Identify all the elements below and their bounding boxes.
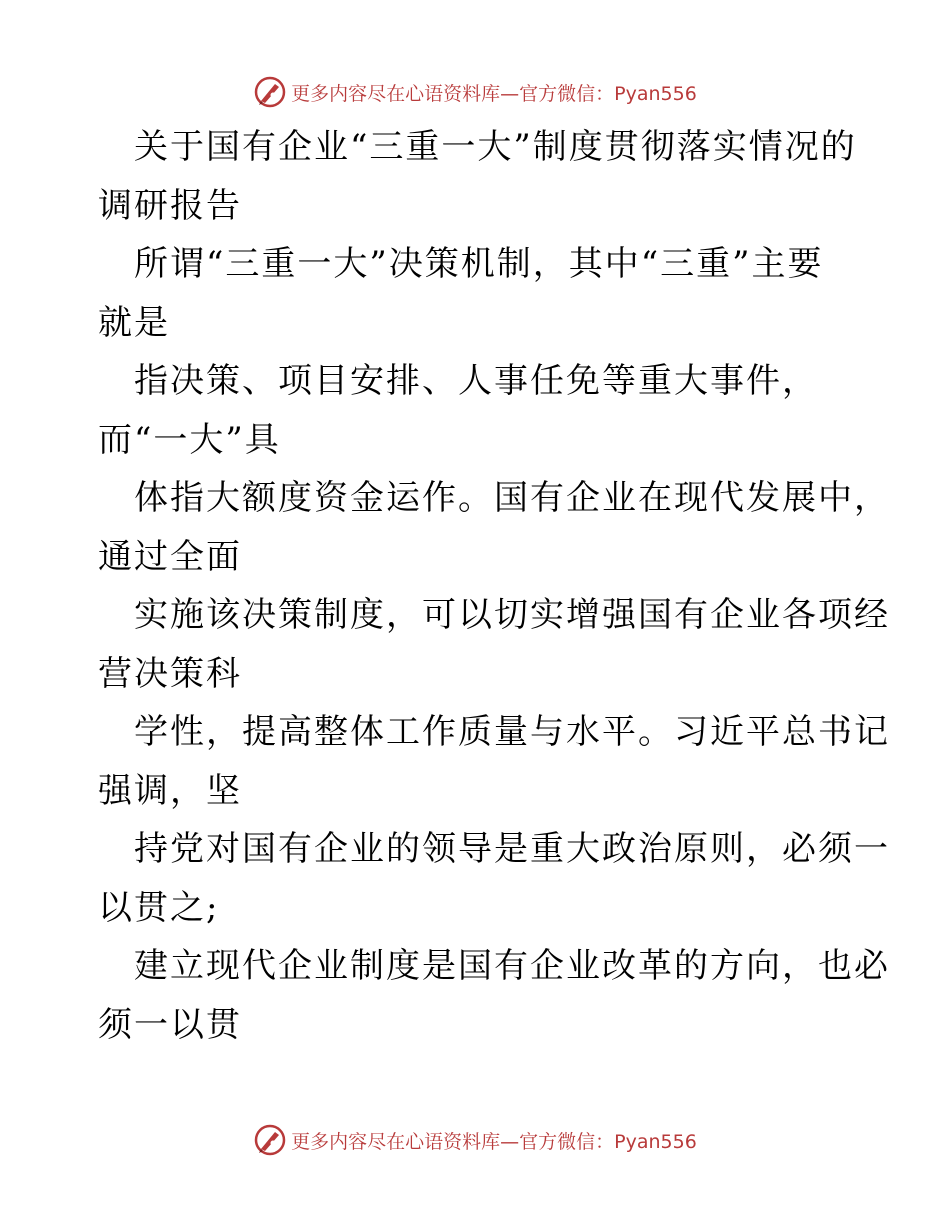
text-line: 建立现代企业制度是国有企业改革的方向，也必 (134, 946, 890, 986)
footer-banner (0, 1120, 950, 1160)
text-line: 就是 (98, 302, 170, 343)
pen-logo-icon (253, 1123, 287, 1157)
text-line: 学性，提高整体工作质量与水平。习近平总书记 (134, 712, 890, 752)
text-line: 调研报告 (98, 185, 242, 226)
text-line: 通过全面 (98, 536, 242, 577)
text-line: 指决策、项目安排、人事任免等重大事件， (134, 361, 818, 401)
text-line: 持党对国有企业的领导是重大政治原则，必须一 (134, 829, 890, 869)
footer-banner-text: 更多内容尽在心语资料库—官方微信：Pyan556 (291, 1130, 697, 1153)
text-line: 关于国有企业“三重一大”制度贯彻落实情况的 (134, 127, 857, 167)
header-banner (0, 72, 950, 112)
text-line: 实施该决策制度，可以切实增强国有企业各项经 (134, 595, 890, 635)
text-line: 体指大额度资金运作。国有企业在现代发展中， (134, 478, 890, 518)
text-line: 强调，坚 (98, 770, 242, 811)
text-line: 须一以贯 (98, 1004, 242, 1045)
text-line: 以贯之; (98, 887, 220, 928)
pen-logo-icon (253, 75, 287, 109)
text-line: 而“一大”具 (98, 419, 281, 460)
header-banner-text: 更多内容尽在心语资料库—官方微信：Pyan556 (291, 82, 697, 105)
text-line: 所谓“三重一大”决策机制，其中“三重”主要 (134, 244, 824, 284)
document-body (98, 118, 890, 1054)
text-line: 营决策科 (98, 653, 242, 694)
